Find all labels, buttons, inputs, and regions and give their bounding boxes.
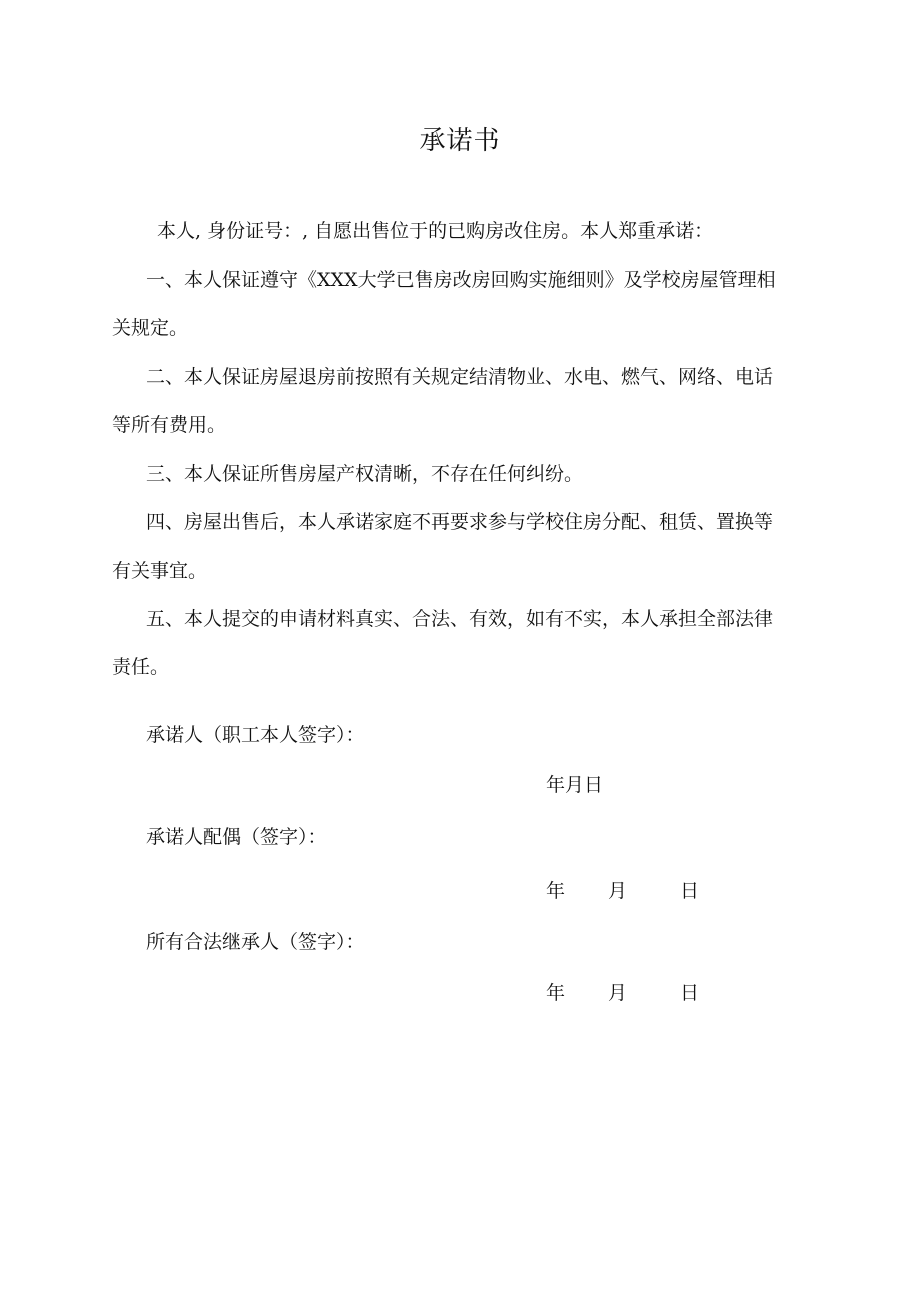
date-day: 日 xyxy=(680,982,700,1004)
clause-4-line-1: 四、房屋出售后，本人承诺家庭不再要求参与学校住房分配、租赁、置换等 xyxy=(146,511,774,533)
date-month: 月 xyxy=(608,880,628,902)
clause-2-line-1: 二、本人保证房屋退房前按照有关规定结清物业、水电、燃气、网络、电话 xyxy=(146,366,774,388)
clause-2-line-2: 等所有费用。 xyxy=(112,414,227,436)
date-day: 日 xyxy=(680,880,700,902)
clause-3-line-1: 三、本人保证所售房屋产权清晰，不存在任何纠纷。 xyxy=(146,463,584,485)
intro-paragraph: 本人, 身份证号：, 自愿出售位于的已购房改住房。本人郑重承诺： xyxy=(157,220,714,242)
clause-4-line-2: 有关事宜。 xyxy=(112,560,208,582)
date-year: 年 xyxy=(546,982,566,1004)
signature-date-heirs xyxy=(546,980,699,1006)
clause-5-line-2: 责任。 xyxy=(112,656,170,678)
document-title: 承诺书 xyxy=(419,126,501,156)
clause-1-line-1: 一、本人保证遵守《XXX大学已售房改房回购实施细则》及学校房屋管理相 xyxy=(146,269,776,291)
signature-date-employee: 年月日 xyxy=(546,774,604,796)
clause-1-line-2: 关规定。 xyxy=(112,317,189,339)
clause-5-line-1: 五、本人提交的申请材料真实、合法、有效，如有不实，本人承担全部法律 xyxy=(146,608,774,630)
signature-label-heirs: 所有合法继承人（签字）： xyxy=(146,931,365,953)
date-year: 年 xyxy=(546,880,566,902)
signature-label-employee: 承诺人（职工本人签字）： xyxy=(146,724,365,746)
signature-date-spouse xyxy=(546,878,699,904)
signature-label-spouse: 承诺人配偶（签字）： xyxy=(146,826,327,848)
date-month: 月 xyxy=(608,982,628,1004)
